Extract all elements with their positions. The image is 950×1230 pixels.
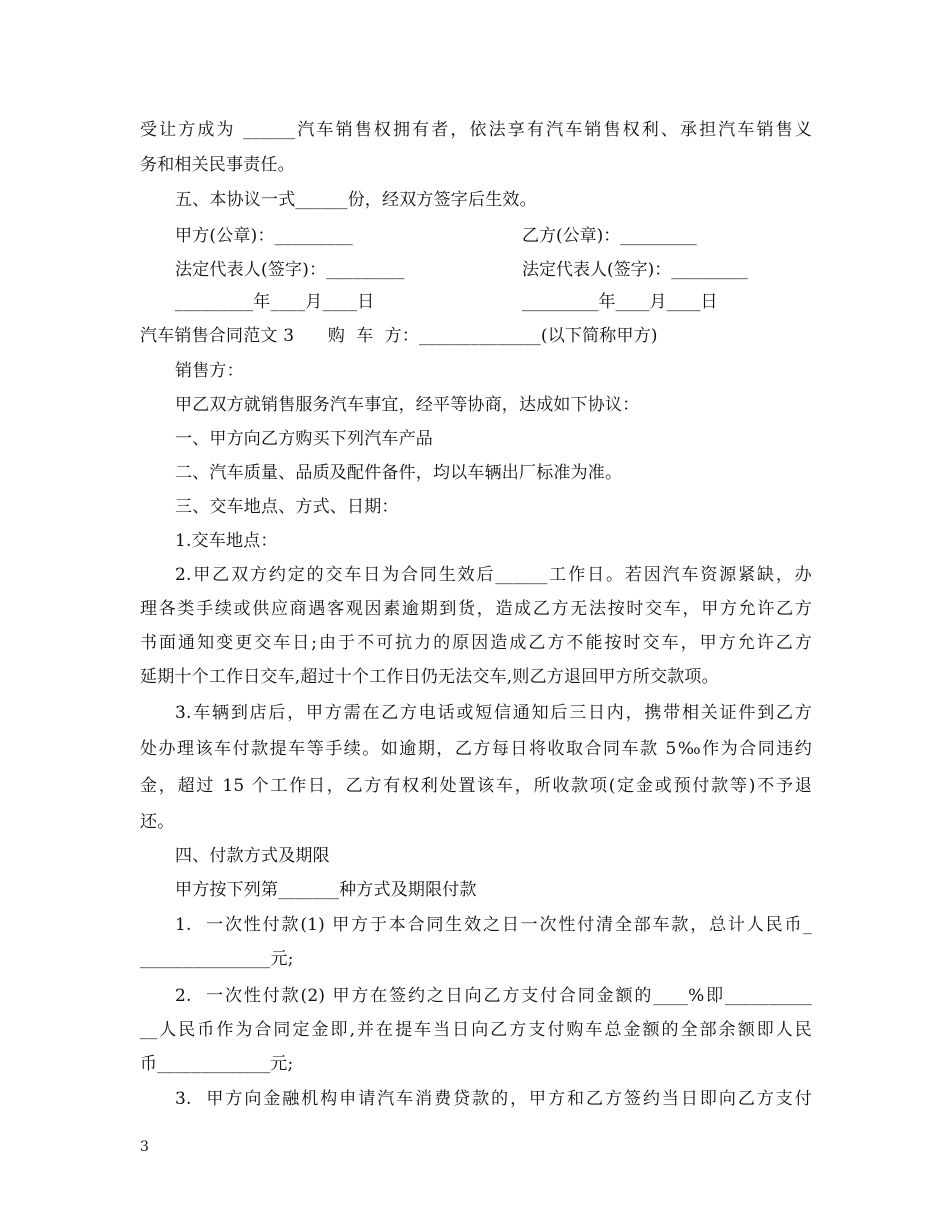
paragraph-line: 1. 一次性付款(1) 甲方于本合同生效之日一次性付清全部车款，总计人民币_ (175, 915, 812, 935)
party-b-seal: 乙方(公章)：_________ (522, 226, 697, 246)
clause-three: 三、交车地点、方式、日期： (175, 497, 399, 517)
paragraph-line: 3. 甲方向金融机构申请汽车消费贷款的，甲方和乙方签约当日即向乙方支付 (175, 1089, 812, 1109)
paragraph-line: 2.甲乙双方约定的交车日为合同生效后______工作日。若因汽车资源紧缺，办 (175, 565, 812, 585)
seller-line: 销售方： (175, 361, 244, 381)
clause-two: 二、汽车质量、品质及配件备件，均以车辆出厂标准为准。 (175, 463, 623, 483)
party-a-date: _________年____月____日 (175, 292, 375, 312)
party-a-representative: 法定代表人(签字)：_________ (175, 260, 405, 280)
payment-option-line: 甲方按下列第_______种方式及期限付款 (175, 880, 477, 900)
paragraph-line: 书面通知变更交车日;由于不可抗力的原因造成乙方不能按时交车，甲方允许乙方 (140, 633, 812, 653)
paragraph-line: 金，超过 15 个工作日，乙方有权利处置该车，所收款项(定金或预付款等)不予退 (140, 776, 812, 796)
agreement-intro: 甲乙双方就销售服务汽车事宜，经平等协商，达成如下协议： (175, 395, 640, 415)
item-delivery-location: 1.交车地点： (175, 531, 278, 551)
paragraph-line: __人民币作为合同定金即,并在提车当日向乙方支付购车总金额的全部余额即人民 (140, 1020, 812, 1040)
paragraph-line: 2. 一次性付款(2) 甲方在签约之日向乙方支付合同金额的____%即__________ (175, 986, 812, 1006)
paragraph-line: 受让方成为 ______汽车销售权拥有者，依法享有汽车销售权利、承担汽车销售义 (140, 120, 812, 140)
paragraph-line: 还。 (140, 812, 175, 832)
contract-heading: 汽车销售合同范文 3 购 车 方：______________(以下简称甲方) (140, 326, 658, 346)
clause-five: 五、本协议一式______份，经双方签字后生效。 (175, 190, 537, 210)
paragraph-line: 币_____________元; (140, 1054, 294, 1074)
paragraph-line: 处办理该车付款提车等手续。如逾期，乙方每日将收取合同车款 5‰作为合同违约 (140, 739, 812, 759)
paragraph-line: _______________元; (140, 949, 294, 969)
party-a-seal: 甲方(公章)：_________ (175, 226, 353, 246)
party-b-representative: 法定代表人(签字)：_________ (522, 260, 748, 280)
paragraph-line: 务和相关民事责任。 (140, 155, 295, 175)
page-number: 3 (140, 1139, 149, 1155)
paragraph-line: 理各类手续或供应商遇客观因素逾期到货，造成乙方无法按时交车，甲方允许乙方 (140, 599, 812, 619)
party-b-date: _________年____月____日 (522, 292, 718, 312)
clause-one: 一、甲方向乙方购买下列汽车产品 (175, 429, 433, 449)
paragraph-line: 3.车辆到店后，甲方需在乙方电话或短信通知后三日内，携带相关证件到乙方 (175, 703, 812, 723)
clause-four: 四、付款方式及期限 (175, 846, 330, 866)
paragraph-line: 延期十个工作日交车,超过十个工作日仍无法交车,则乙方退回甲方所交款项。 (140, 667, 719, 687)
